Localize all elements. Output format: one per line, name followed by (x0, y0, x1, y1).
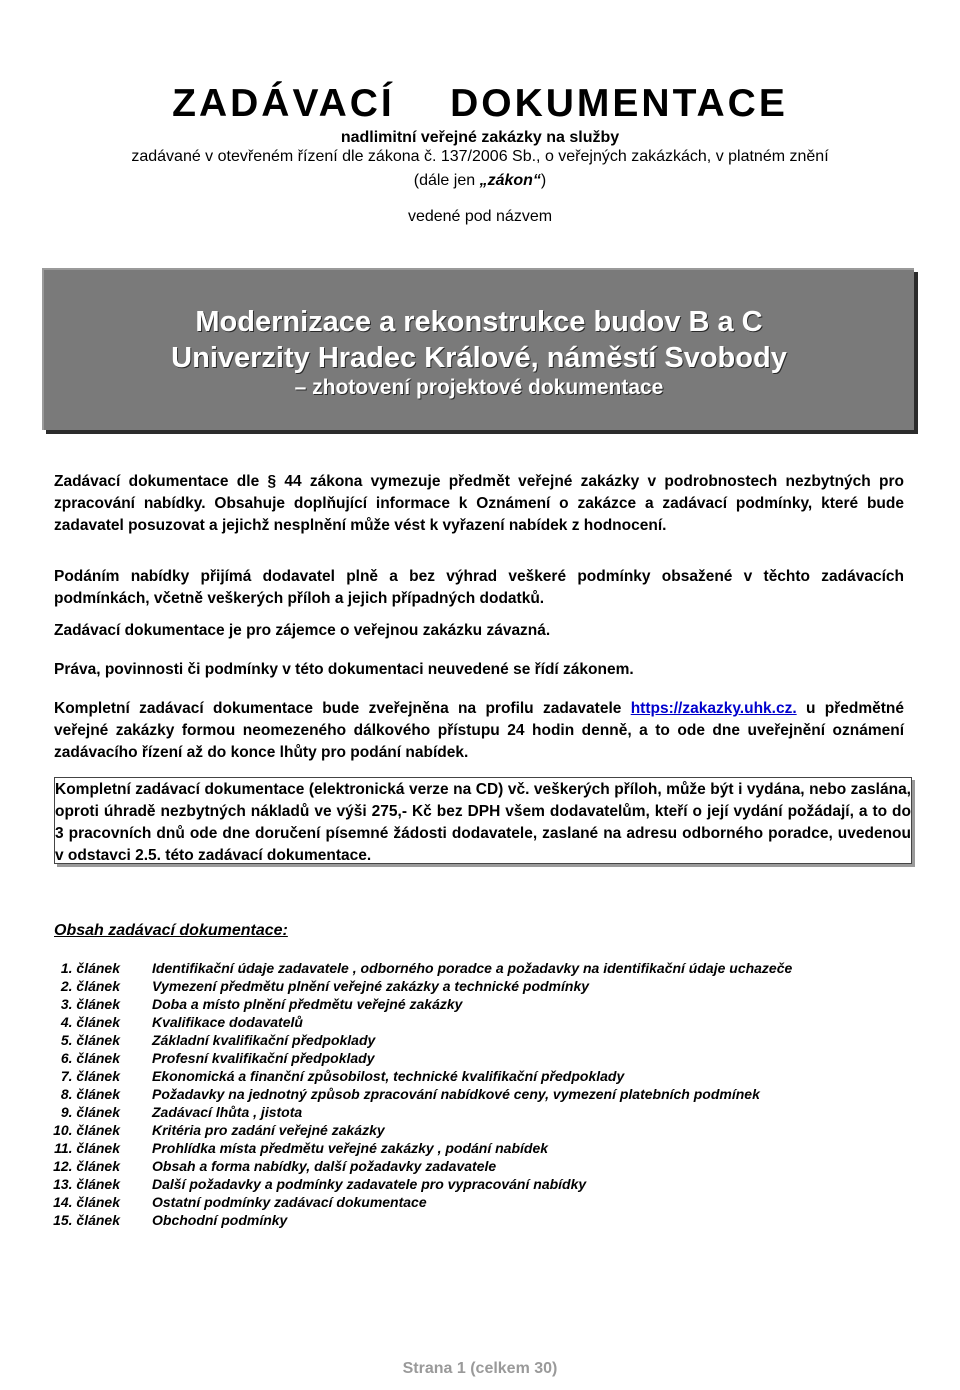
law-reference-pre: (dále jen (413, 172, 480, 189)
named-as-label: vedené pod názvem (407, 208, 553, 225)
banner-line-1: Modernizace a rekonstrukce budov B a C (195, 306, 763, 338)
page-number: Strana 1 (celkem 30) (402, 1360, 558, 1377)
toc-item-title: Doba a místo plnění předmětu veřejné zakázky (152, 996, 463, 1012)
toc-item-title: Požadavky na jednotný způsob zpracování nabídkové ceny, vymezení platebních podmínek (152, 1086, 760, 1102)
acceptance-paragraph: Podáním nabídky přijímá dodavatel plně a bez výhrad veškeré podmínky obsažené v těchto zadávacích podmínkách, včetně veškerých příloh a jejich případných dodatků. (54, 568, 904, 607)
intro-paragraph: Zadávací dokumentace dle § 44 zákona vymezuje předmět veřejné zakázky v podrobnostech nezbytných pro zpracování nabídky. Obsahuje doplňující informace k Oznámení o zakázce a zadávací podmínky, které bude zadavatel posuzovat a jejichž nesplnění může vést k vyřazení nabídek z hodnocení. (54, 473, 904, 534)
toc-item-title: Ostatní podmínky zadávací dokumentace (152, 1194, 427, 1210)
banner-line-2: Univerzity Hradec Králové, náměstí Svobody (171, 342, 787, 374)
publication-pre: Kompletní zadávací dokumentace bude zveřejněna na profilu zadavatele (54, 700, 631, 717)
toc-item-number: 8. článek (60, 1086, 120, 1102)
law-reference (0, 172, 960, 190)
toc-item-title: Obchodní podmínky (152, 1212, 288, 1228)
toc-item-title: Profesní kvalifikační předpoklady (152, 1050, 375, 1066)
profile-link[interactable]: https://zakazky.uhk.cz. (630, 700, 797, 717)
toc-item-number: 14. článek (53, 1194, 120, 1210)
toc-item-title: Vymezení předmětu plnění veřejné zakázky a technické podmínky (152, 978, 590, 994)
toc-item-number: 15. článek (53, 1212, 120, 1228)
toc-item-number: 7. článek (60, 1068, 120, 1084)
document-title: ZADÁVACÍ DOKUMENTACE (172, 82, 788, 125)
toc-item-title: Kritéria pro zadání veřejné zakázky (152, 1122, 385, 1138)
publication-paragraph (54, 698, 904, 764)
toc-item-title: Ekonomická a finanční způsobilost, technické kvalifikační předpoklady (152, 1068, 625, 1084)
toc-item-title: Další požadavky a podmínky zadavatele pro vypracování nabídky (152, 1176, 587, 1192)
toc-item-number: 3. článek (60, 996, 120, 1012)
toc-item-number: 1. článek (60, 960, 120, 976)
toc-item-number: 12. článek (53, 1158, 120, 1174)
contract-type-subtitle: nadlimitní veřejné zakázky na služby (340, 129, 620, 146)
project-title-banner (42, 268, 914, 430)
toc-item-title: Základní kvalifikační předpoklady (152, 1032, 376, 1048)
toc-item-number: 5. článek (60, 1032, 120, 1048)
banner-line-3: – zhotovení projektové dokumentace (294, 376, 664, 399)
binding-paragraph: Zadávací dokumentace je pro zájemce o veřejnou zakázku závazná. (54, 622, 551, 639)
toc-item-number: 2. článek (60, 978, 120, 994)
toc-item-number: 11. článek (54, 1140, 120, 1156)
toc-item-title: Prohlídka místa předmětu veřejné zakázky , podání nabídek (152, 1140, 549, 1156)
toc-heading: Obsah zadávací dokumentace: (54, 922, 288, 939)
cd-availability-box: Kompletní zadávací dokumentace (elektronická verze na CD) vč. veškerých příloh, může být i vydána, nebo zaslána, oproti úhradě nezbytných nákladů ve výši 275,- Kč bez DPH všem dodavatelům, kteří o její vydání požádají, a to do 3 pracovních dnů ode dne doručení písemné žádosti dodavatele, zaslané na adresu odborného poradce, uvedenou v odstavci 2.5. této zadávací dokumentace. (54, 777, 912, 864)
toc-item-number: 6. článek (60, 1050, 120, 1066)
toc-item-title: Obsah a forma nabídky, další požadavky zadavatele (152, 1158, 497, 1174)
law-paragraph: Práva, povinnosti či podmínky v této dokumentaci neuvedené se řídí zákonem. (54, 661, 634, 678)
toc-item-number: 13. článek (53, 1176, 120, 1192)
toc-item-number: 10. článek (53, 1122, 120, 1138)
law-reference-word: „zákon“ (479, 172, 541, 189)
publication-post: u předmětné veřejné zakázky formou neomezeného dálkového přístupu 24 hodin denně, a to ode dne uveřejnění oznámení zadávacího řízení až do konce lhůty pro podání nabídek. (54, 700, 904, 761)
procedure-subtitle: zadávané v otevřeném řízení dle zákona č. 137/2006 Sb., o veřejných zakázkách, v platném znění (131, 148, 829, 165)
toc-item-title: Kvalifikace dodavatelů (152, 1014, 303, 1030)
toc-item-title: Zadávací lhůta , jistota (152, 1104, 303, 1120)
toc-item-number: 9. článek (60, 1104, 120, 1120)
toc-item-number: 4. článek (60, 1014, 120, 1030)
toc-item-title: Identifikační údaje zadavatele , odborného poradce a požadavky na identifikační údaje uchazeče (152, 960, 793, 976)
law-reference-post: ) (540, 172, 547, 189)
